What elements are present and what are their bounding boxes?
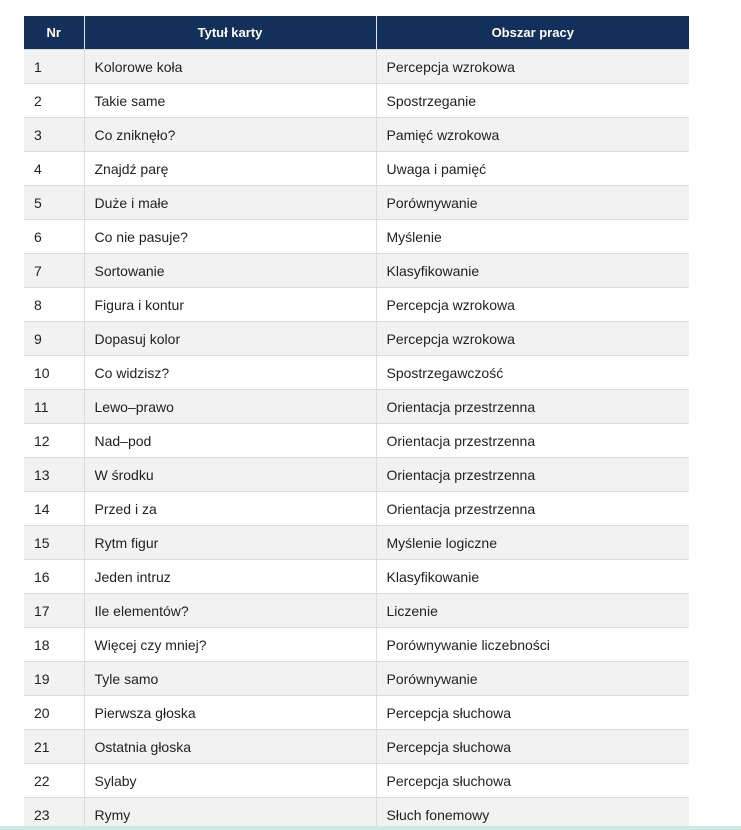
cell-nr: 17 (24, 594, 84, 628)
table-body (24, 50, 689, 830)
cell-nr: 21 (24, 730, 84, 764)
cell-work-area: Percepcja słuchowa (376, 730, 689, 764)
table-row (24, 424, 689, 458)
cell-nr: 9 (24, 322, 84, 356)
cards-table (24, 16, 689, 830)
cell-card-title: Pierwsza głoska (84, 696, 376, 730)
cell-nr: 7 (24, 254, 84, 288)
cell-work-area: Percepcja słuchowa (376, 696, 689, 730)
table-row (24, 84, 689, 118)
cell-work-area: Słuch fonemowy (376, 798, 689, 830)
cell-card-title: Lewo–prawo (84, 390, 376, 424)
table-row (24, 288, 689, 322)
table-row (24, 662, 689, 696)
cell-card-title: Sylaby (84, 764, 376, 798)
table-header-row (24, 16, 689, 50)
table-row (24, 186, 689, 220)
cell-card-title: Duże i małe (84, 186, 376, 220)
cell-card-title: Co zniknęło? (84, 118, 376, 152)
cell-nr: 19 (24, 662, 84, 696)
cell-card-title: Takie same (84, 84, 376, 118)
table-row (24, 458, 689, 492)
cell-nr: 2 (24, 84, 84, 118)
table-row (24, 322, 689, 356)
cell-nr: 12 (24, 424, 84, 458)
cell-work-area: Orientacja przestrzenna (376, 390, 689, 424)
cell-card-title: Kolorowe koła (84, 50, 376, 84)
cell-nr: 15 (24, 526, 84, 560)
cell-work-area: Porównywanie liczebności (376, 628, 689, 662)
table-row (24, 220, 689, 254)
table-row (24, 526, 689, 560)
cell-card-title: Nad–pod (84, 424, 376, 458)
table-row (24, 50, 689, 84)
table-row (24, 390, 689, 424)
cell-nr: 16 (24, 560, 84, 594)
cell-work-area: Percepcja słuchowa (376, 764, 689, 798)
header-card-title: Tytuł karty (84, 16, 376, 50)
table-row (24, 560, 689, 594)
table-row (24, 628, 689, 662)
cell-work-area: Myślenie (376, 220, 689, 254)
cell-work-area: Percepcja wzrokowa (376, 288, 689, 322)
cell-work-area: Uwaga i pamięć (376, 152, 689, 186)
cell-nr: 3 (24, 118, 84, 152)
cards-table-container (24, 16, 689, 830)
table-row (24, 696, 689, 730)
cell-nr: 20 (24, 696, 84, 730)
table-row (24, 492, 689, 526)
table-row (24, 356, 689, 390)
header-nr: Nr (24, 16, 84, 50)
table-row (24, 764, 689, 798)
cell-nr: 6 (24, 220, 84, 254)
cell-work-area: Percepcja wzrokowa (376, 322, 689, 356)
cell-work-area: Myślenie logiczne (376, 526, 689, 560)
cell-nr: 10 (24, 356, 84, 390)
cell-work-area: Liczenie (376, 594, 689, 628)
cell-nr: 22 (24, 764, 84, 798)
cell-nr: 14 (24, 492, 84, 526)
cell-work-area: Orientacja przestrzenna (376, 492, 689, 526)
table-row (24, 730, 689, 764)
cell-card-title: Jeden intruz (84, 560, 376, 594)
cell-card-title: Dopasuj kolor (84, 322, 376, 356)
table-header (24, 16, 689, 50)
cell-card-title: Ostatnia głoska (84, 730, 376, 764)
cell-nr: 18 (24, 628, 84, 662)
cell-work-area: Percepcja wzrokowa (376, 50, 689, 84)
cell-nr: 1 (24, 50, 84, 84)
cell-work-area: Orientacja przestrzenna (376, 424, 689, 458)
table-row (24, 152, 689, 186)
cell-work-area: Porównywanie (376, 186, 689, 220)
cell-nr: 23 (24, 798, 84, 830)
cell-nr: 4 (24, 152, 84, 186)
cell-card-title: Figura i kontur (84, 288, 376, 322)
cell-nr: 5 (24, 186, 84, 220)
cell-card-title: Ile elementów? (84, 594, 376, 628)
cell-work-area: Pamięć wzrokowa (376, 118, 689, 152)
cell-nr: 11 (24, 390, 84, 424)
cell-card-title: Co nie pasuje? (84, 220, 376, 254)
cell-nr: 8 (24, 288, 84, 322)
cell-work-area: Orientacja przestrzenna (376, 458, 689, 492)
cell-card-title: Więcej czy mniej? (84, 628, 376, 662)
cell-card-title: Znajdź parę (84, 152, 376, 186)
cell-nr: 13 (24, 458, 84, 492)
cell-work-area: Klasyfikowanie (376, 560, 689, 594)
table-row (24, 254, 689, 288)
cell-card-title: Tyle samo (84, 662, 376, 696)
cell-card-title: Rymy (84, 798, 376, 830)
bottom-strip (0, 826, 741, 830)
cell-work-area: Spostrzeganie (376, 84, 689, 118)
cell-work-area: Klasyfikowanie (376, 254, 689, 288)
cell-card-title: Przed i za (84, 492, 376, 526)
header-work-area: Obszar pracy (376, 16, 689, 50)
cell-card-title: W środku (84, 458, 376, 492)
cell-work-area: Spostrzegawczość (376, 356, 689, 390)
cell-card-title: Co widzisz? (84, 356, 376, 390)
table-row (24, 594, 689, 628)
cell-work-area: Porównywanie (376, 662, 689, 696)
table-row (24, 118, 689, 152)
cell-card-title: Rytm figur (84, 526, 376, 560)
cell-card-title: Sortowanie (84, 254, 376, 288)
